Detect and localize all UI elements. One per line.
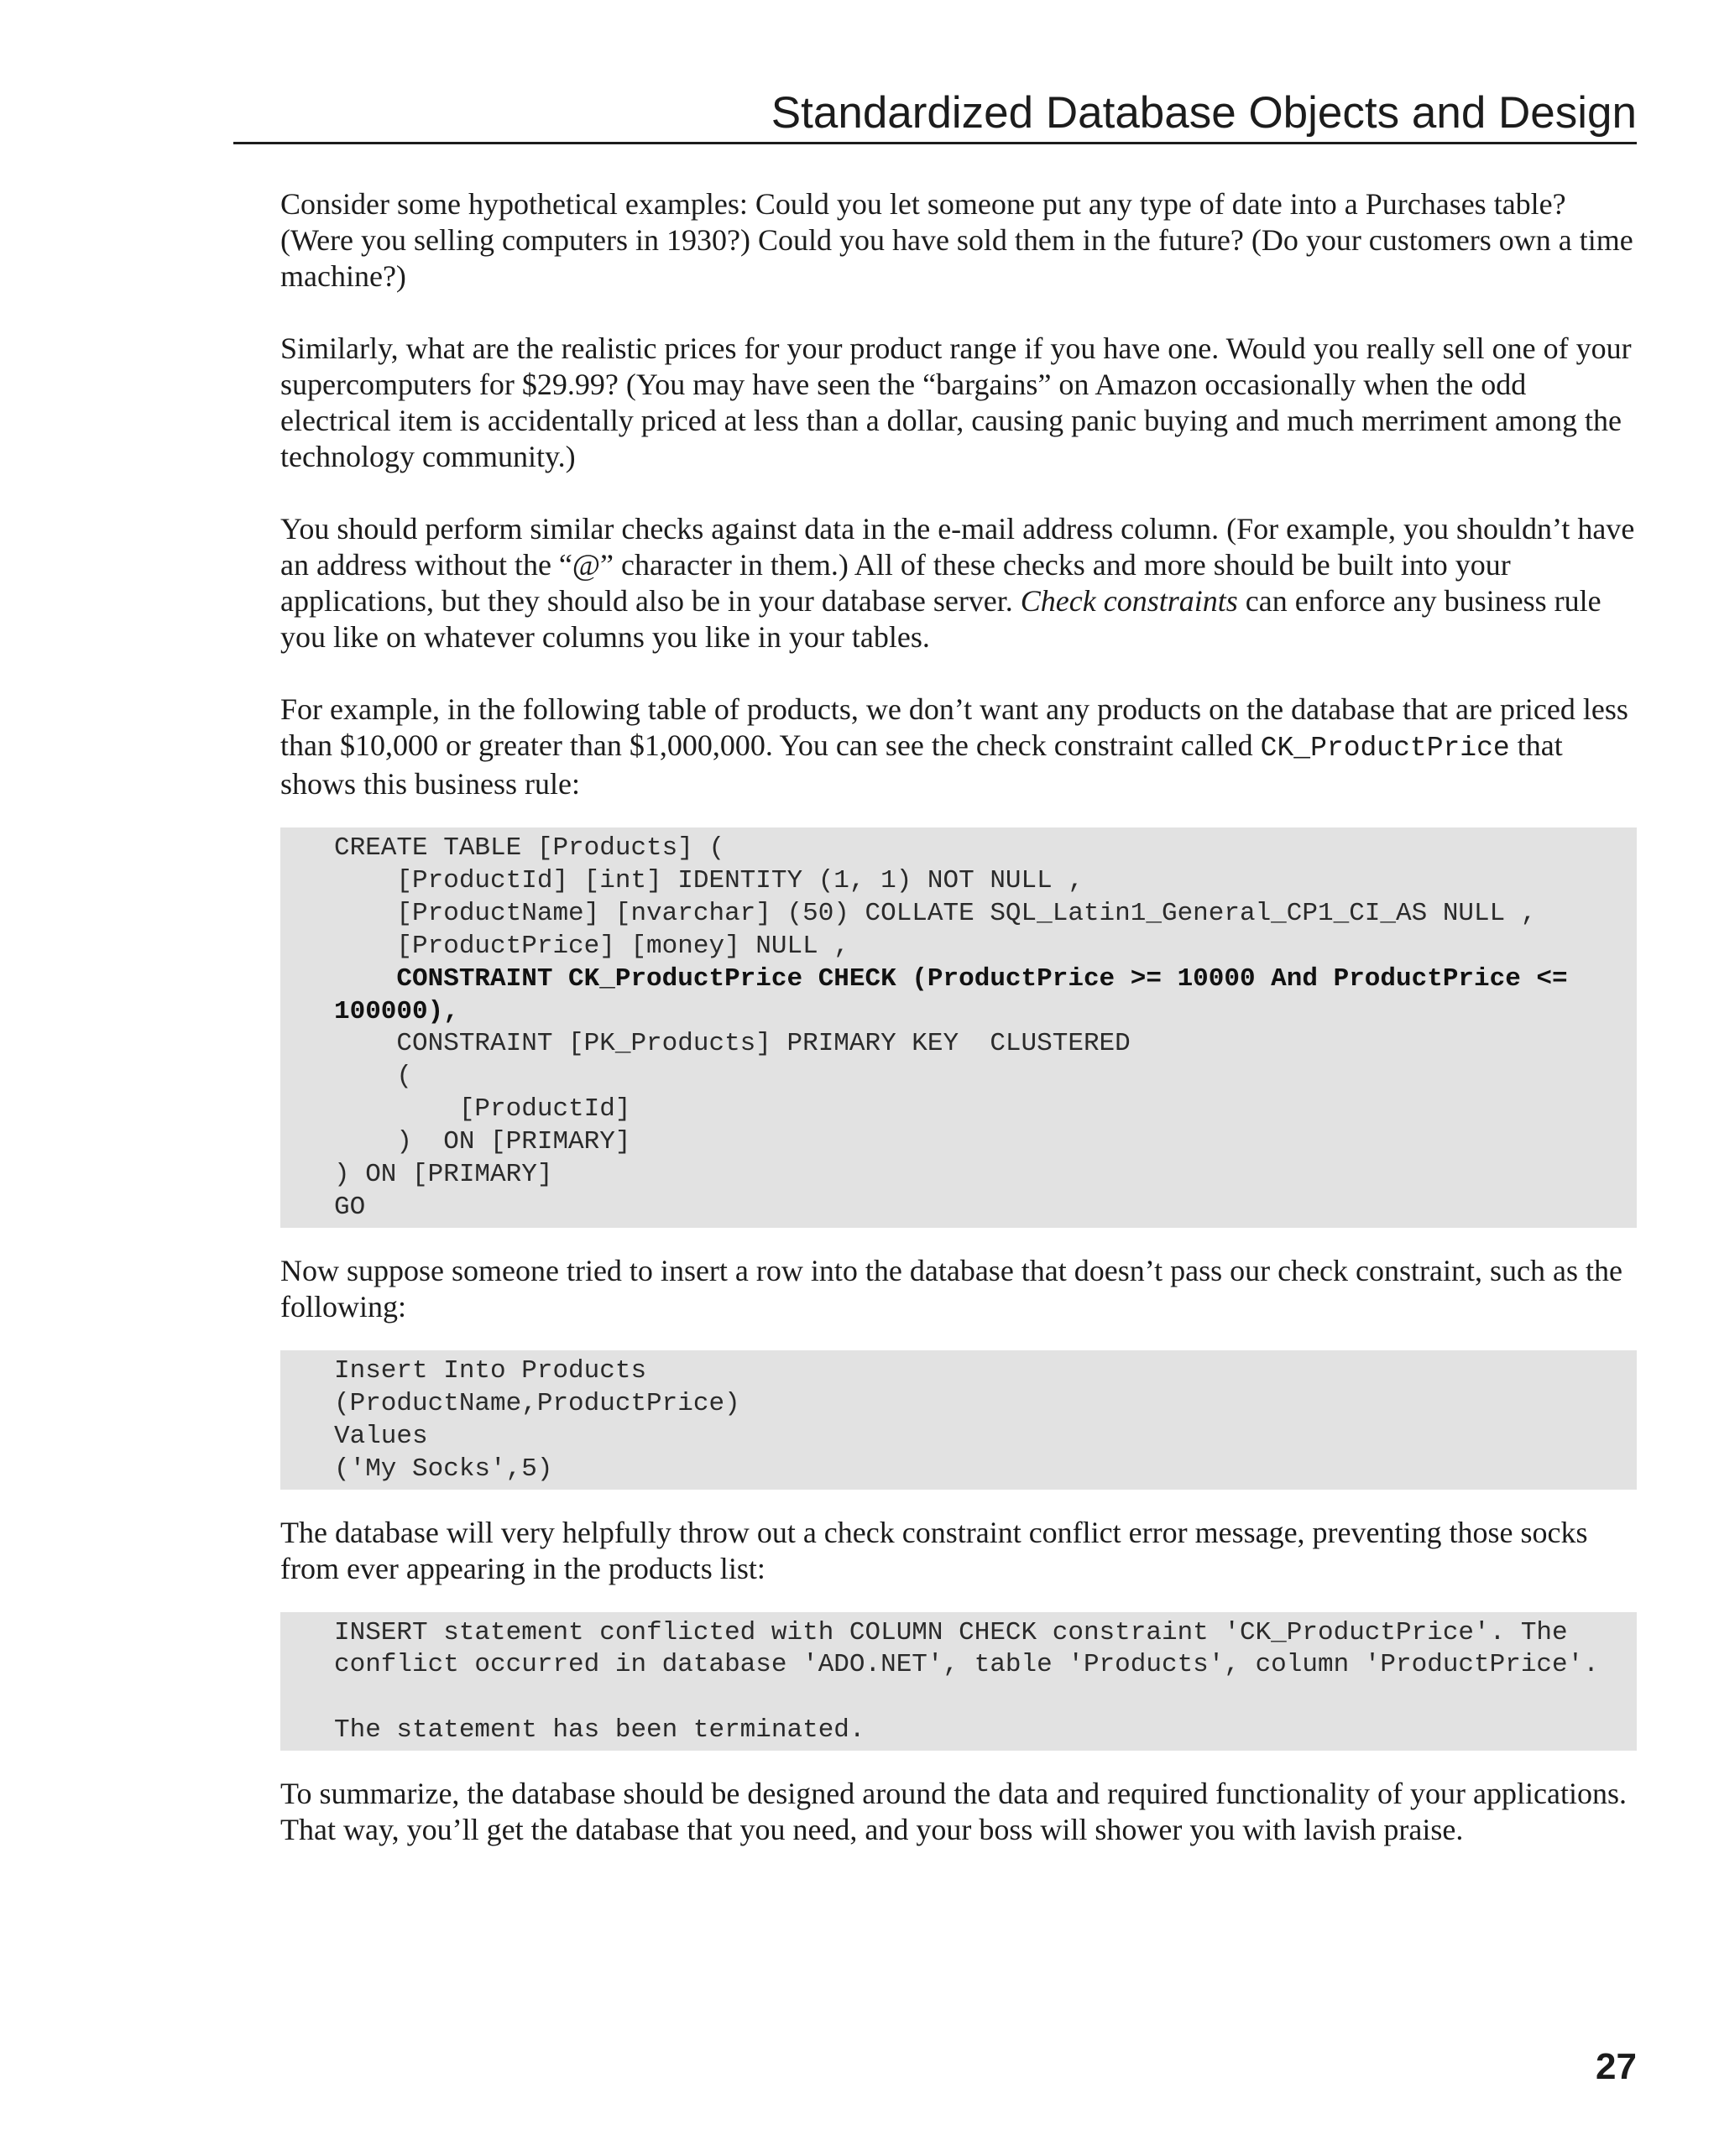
paragraph-3-text-end: can enforce any business rule you like on whatever columns you like in your tables. xyxy=(280,584,1601,654)
code-line-constraint: CONSTRAINT CK_ProductPrice CHECK (ProductPrice >= 10000 And ProductPrice <= xyxy=(334,963,1568,994)
code-line: [ProductId] [int] IDENTITY (1, 1) NOT NULL , xyxy=(334,865,1084,895)
paragraph-4 xyxy=(280,692,1637,802)
check-constraints-term: Check constraints xyxy=(1020,584,1238,618)
code-line: conflict occurred in database 'ADO.NET', table 'Products', column 'ProductPrice'. xyxy=(334,1650,1599,1680)
code-line: GO xyxy=(334,1192,366,1222)
code-line-constraint-end: 100000), xyxy=(334,996,459,1026)
code-line: [ProductPrice] [money] NULL , xyxy=(334,931,849,961)
paragraph-4-text: For example, in the following table of products, we don’t want any products on the database that are priced less than $10,000 or greater than $1,000,000. You can see the check constraint called xyxy=(280,692,1628,762)
header-title: Standardized Database Objects and Design xyxy=(771,88,1637,138)
paragraph-3-text: You should perform similar checks against data in the e-mail address column. (For example, you shouldn’t have an address without the “@” character in them.) All of these checks and more should be built into your applications, but they should also be in your database server. xyxy=(280,512,1635,618)
code-line: [ProductName] [nvarchar] (50) COLLATE SQL_Latin1_General_CP1_CI_AS NULL , xyxy=(334,898,1537,928)
code-line: ('My Socks',5) xyxy=(334,1454,553,1484)
code-line: Values xyxy=(334,1421,428,1451)
paragraph-2: Similarly, what are the realistic prices for your product range if you have one. Would you really sell one of your supercomputers for $29.99? (You may have seen the “bargains” on Amazon occasionally when the odd electrical item is accidentally priced at less than a dollar, causing panic buying and much merriment among the technology community.) xyxy=(280,331,1632,473)
paragraph-6: The database will very helpfully throw out a check constraint conflict error message, preventing those socks from ever appearing in the products list: xyxy=(280,1515,1588,1585)
code-line: INSERT statement conflicted with COLUMN CHECK constraint 'CK_ProductPrice'. The xyxy=(334,1617,1568,1647)
running-header xyxy=(233,84,1637,144)
paragraph-5: Now suppose someone tried to insert a row into the database that doesn’t pass our check constraint, such as the following: xyxy=(280,1253,1622,1323)
page-number: 27 xyxy=(1596,2046,1637,2087)
code-line: [ProductId] xyxy=(334,1094,631,1125)
code-line: The statement has been terminated. xyxy=(334,1715,865,1746)
code-line: Insert Into Products xyxy=(334,1355,647,1386)
paragraph-1: Consider some hypothetical examples: Could you let someone put any type of date into a Purchases table? (Were you selling computers in 1930?) Could you have sold them in the future? (Do your customers own a time machine?) xyxy=(280,187,1633,293)
paragraph-4-text-end: that shows this business rule: xyxy=(280,728,1563,801)
code-line: (ProductName,ProductPrice) xyxy=(334,1388,740,1418)
code-line: CREATE TABLE [Products] ( xyxy=(334,833,725,863)
page-body xyxy=(280,186,1637,1848)
code-line-blank xyxy=(334,1682,1637,1715)
inline-code-constraint-name: CK_ProductPrice xyxy=(1260,733,1510,764)
code-block-create-table xyxy=(280,827,1637,1228)
code-block-insert xyxy=(280,1350,1637,1490)
code-block-error-message xyxy=(280,1612,1637,1751)
code-line: ) ON [PRIMARY] xyxy=(334,1127,631,1157)
code-line: ) ON [PRIMARY] xyxy=(334,1160,553,1190)
code-line: CONSTRAINT [PK_Products] PRIMARY KEY CLUSTERED xyxy=(334,1029,1131,1059)
paragraph-3 xyxy=(280,511,1637,655)
paragraph-7: To summarize, the database should be designed around the data and required functionality of your applications. That way, you’ll get the database that you need, and your boss will shower you with lavish praise. xyxy=(280,1777,1627,1847)
code-line: ( xyxy=(334,1062,413,1092)
